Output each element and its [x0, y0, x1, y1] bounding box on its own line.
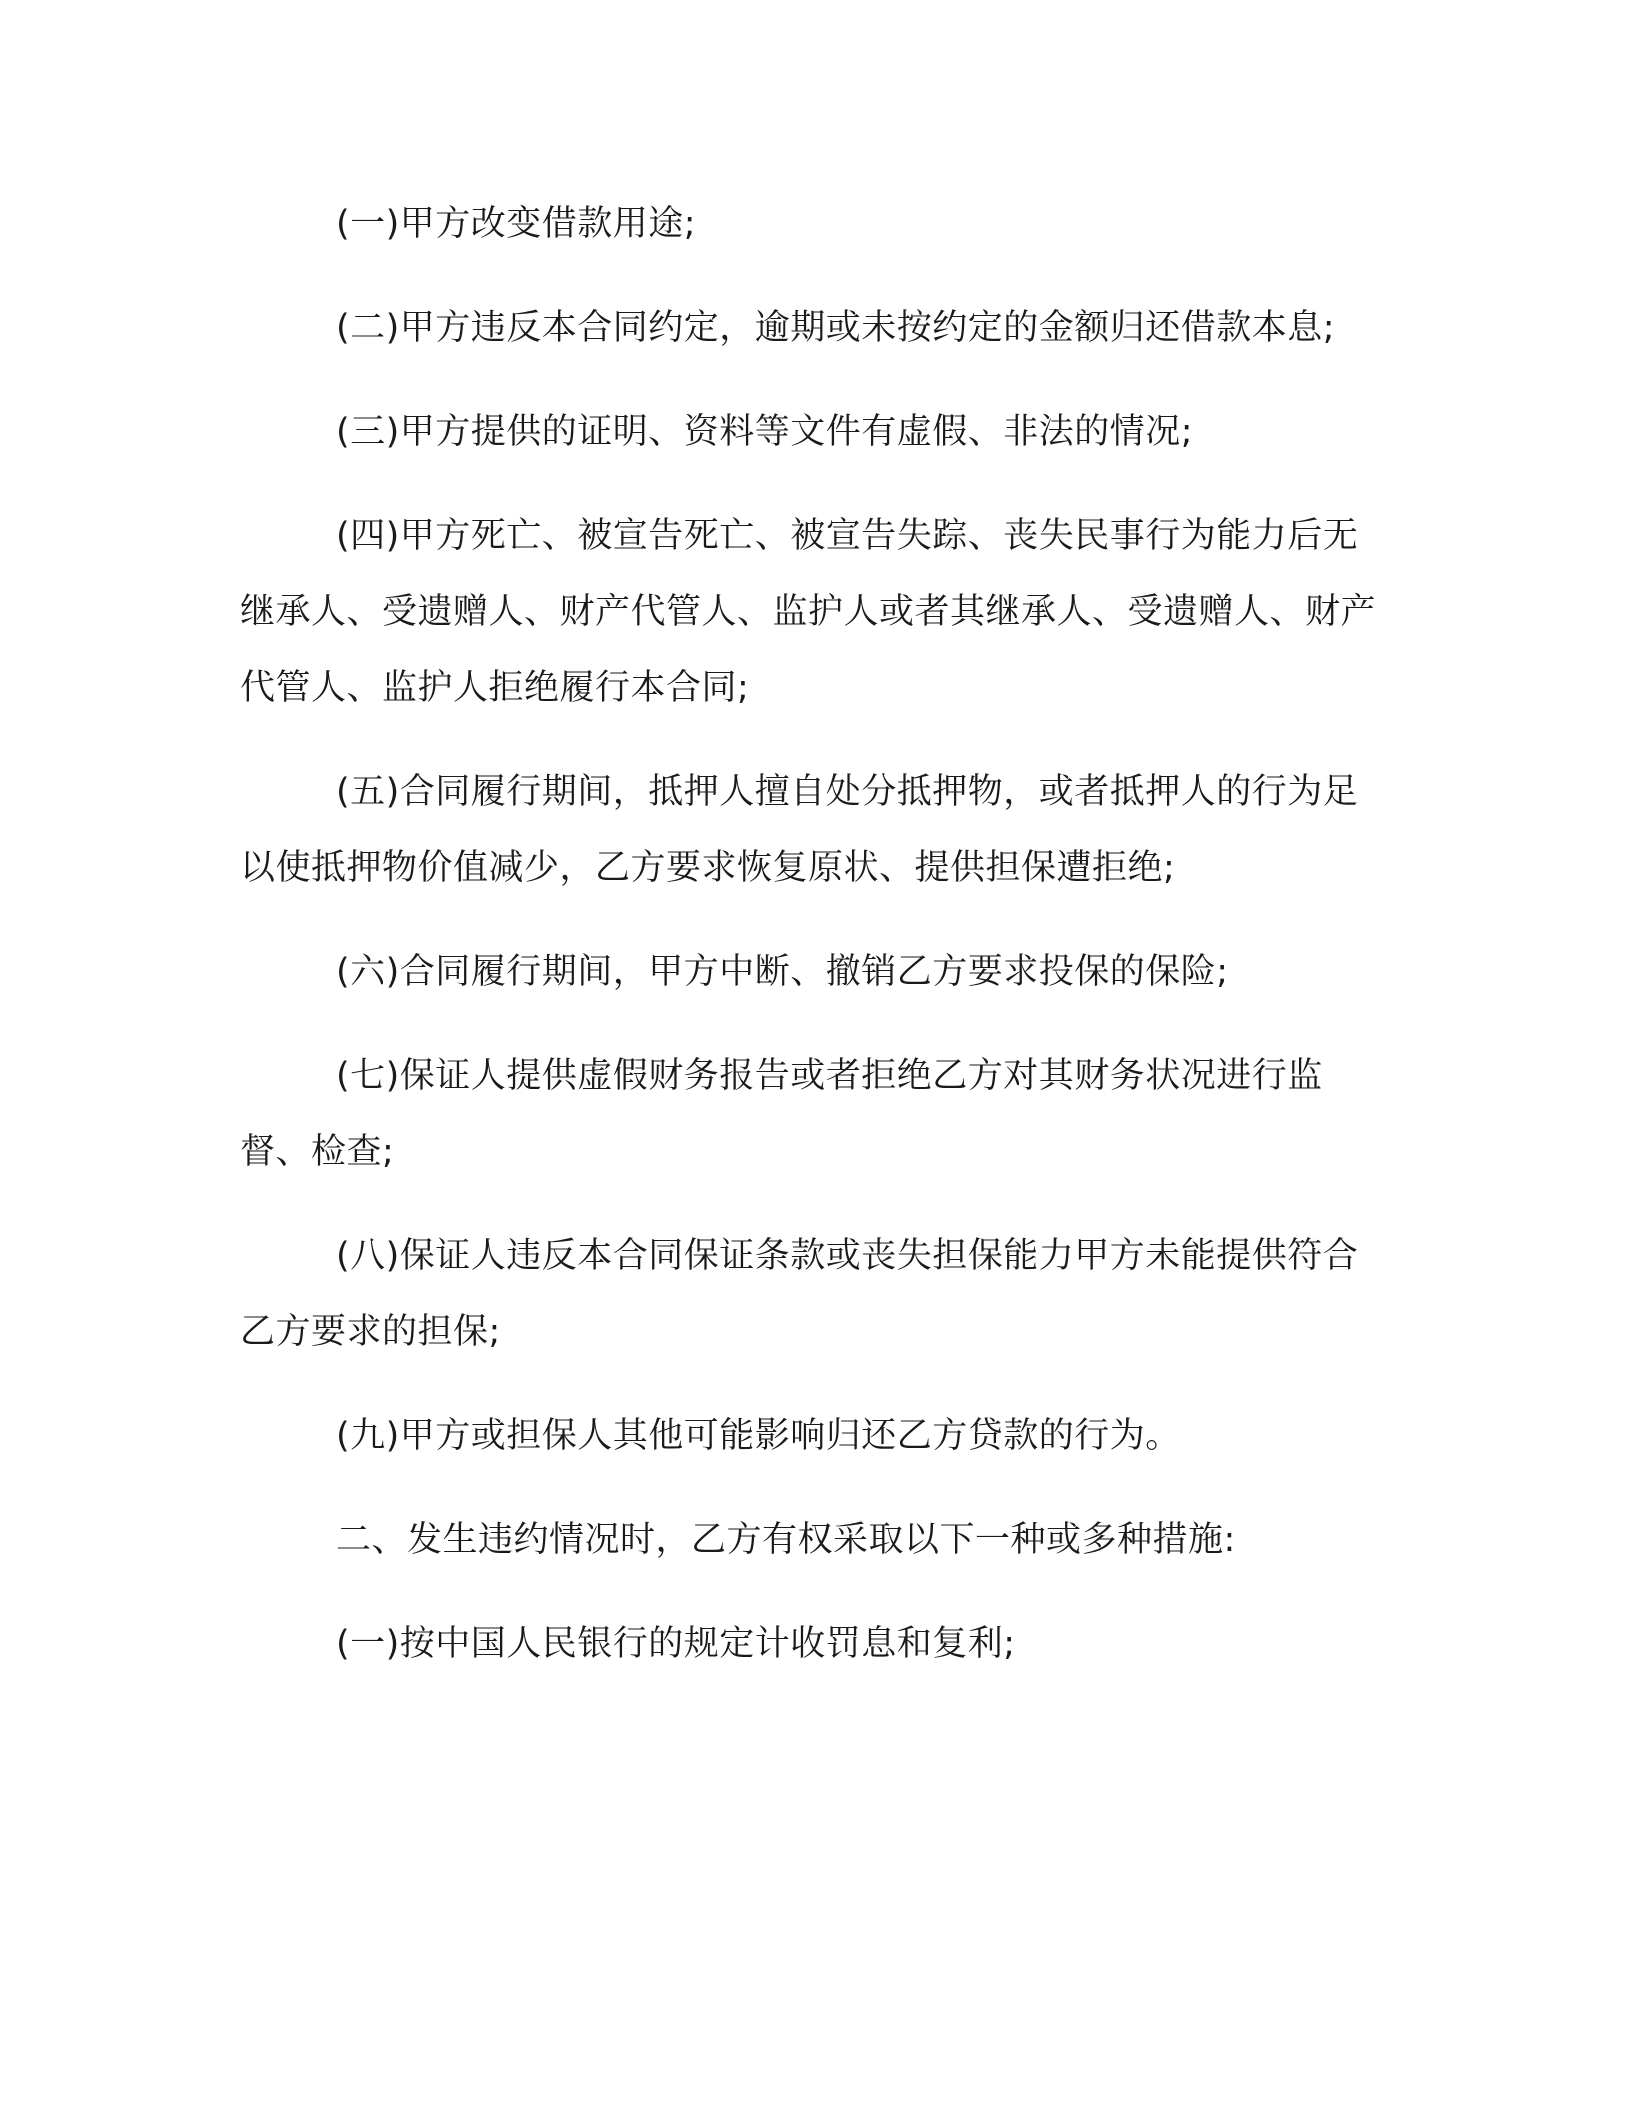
document-body [240, 186, 1390, 1682]
clause-paragraph-1: (一)甲方改变借款用途; [336, 204, 697, 244]
clause-paragraph-5: (五)合同履行期间，抵押人擅自处分抵押物，或者抵押人的行为足以使抵押物价值减少，乙方要求恢复原状、提供担保遭拒绝; [240, 772, 1359, 888]
clause-paragraph-8: (八)保证人违反本合同保证条款或丧失担保能力甲方未能提供符合乙方要求的担保; [240, 1236, 1359, 1352]
clause-paragraph-7: (七)保证人提供虚假财务报告或者拒绝乙方对其财务状况进行监督、检查; [240, 1056, 1323, 1172]
measure-paragraph-1: (一)按中国人民银行的规定计收罚息和复利; [336, 1624, 1016, 1664]
clause-paragraph-4: (四)甲方死亡、被宣告死亡、被宣告失踪、丧失民事行为能力后无继承人、受遗赠人、财产代管人、监护人或者其继承人、受遗赠人、财产代管人、监护人拒绝履行本合同; [240, 516, 1377, 708]
clause-paragraph-3: (三)甲方提供的证明、资料等文件有虚假、非法的情况; [336, 412, 1194, 452]
clause-paragraph-9: (九)甲方或担保人其他可能影响归还乙方贷款的行为。 [336, 1416, 1181, 1456]
clause-paragraph-2: (二)甲方违反本合同约定，逾期或未按约定的金额归还借款本息; [336, 308, 1336, 348]
section-heading-2: 二、发生违约情况时，乙方有权采取以下一种或多种措施: [336, 1520, 1236, 1560]
clause-paragraph-6: (六)合同履行期间，甲方中断、撤销乙方要求投保的保险; [336, 952, 1229, 992]
